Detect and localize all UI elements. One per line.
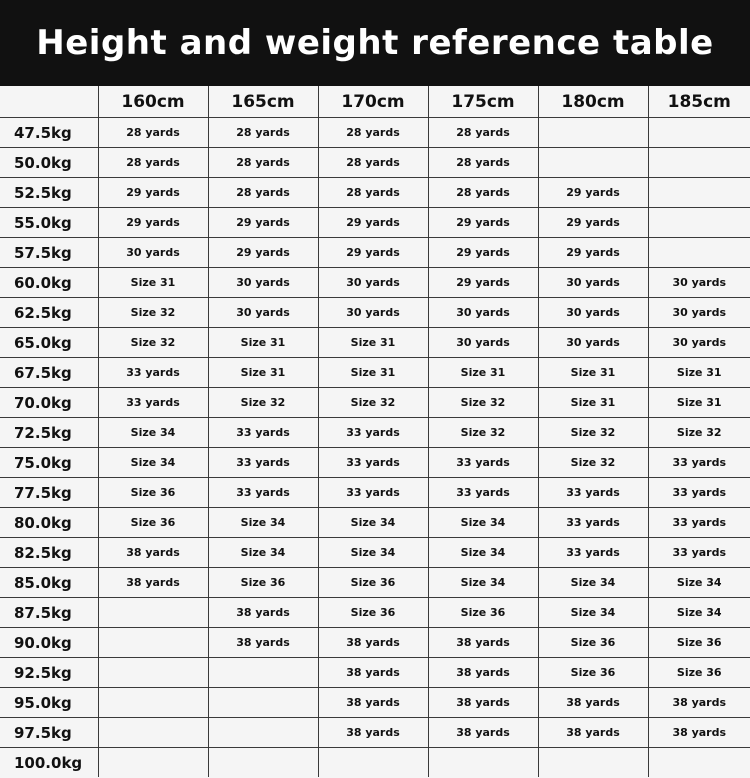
size-cell: 28 yards	[208, 178, 318, 208]
size-cell	[648, 178, 750, 208]
size-cell: Size 36	[98, 478, 208, 508]
table-row	[0, 328, 750, 358]
size-cell: 29 yards	[538, 238, 648, 268]
size-cell	[208, 688, 318, 718]
size-cell: 29 yards	[98, 208, 208, 238]
size-cell: 33 yards	[318, 478, 428, 508]
size-cell: 38 yards	[538, 688, 648, 718]
table-row	[0, 208, 750, 238]
size-cell: 33 yards	[428, 478, 538, 508]
size-cell: 29 yards	[538, 178, 648, 208]
size-cell: 28 yards	[318, 178, 428, 208]
height-header: 160cm	[98, 86, 208, 118]
size-cell: Size 34	[318, 538, 428, 568]
table-row	[0, 598, 750, 628]
size-cell: 38 yards	[428, 658, 538, 688]
size-cell: Size 34	[428, 508, 538, 538]
table-row	[0, 718, 750, 748]
size-cell: 30 yards	[318, 298, 428, 328]
size-cell: Size 36	[538, 628, 648, 658]
weight-cell: 60.0kg	[0, 268, 98, 298]
size-cell: 30 yards	[428, 328, 538, 358]
height-header: 170cm	[318, 86, 428, 118]
size-cell: 33 yards	[648, 508, 750, 538]
size-cell: 33 yards	[648, 478, 750, 508]
size-cell: Size 31	[208, 328, 318, 358]
weight-cell: 62.5kg	[0, 298, 98, 328]
size-cell: 30 yards	[318, 268, 428, 298]
size-cell: 29 yards	[428, 238, 538, 268]
size-cell: 30 yards	[428, 298, 538, 328]
size-cell: Size 34	[648, 598, 750, 628]
size-cell	[428, 748, 538, 778]
weight-cell: 92.5kg	[0, 658, 98, 688]
weight-cell: 52.5kg	[0, 178, 98, 208]
table-row	[0, 448, 750, 478]
size-cell	[98, 628, 208, 658]
weight-cell: 80.0kg	[0, 508, 98, 538]
size-cell: 29 yards	[428, 268, 538, 298]
size-cell: 33 yards	[538, 478, 648, 508]
size-cell: 38 yards	[318, 628, 428, 658]
size-cell: Size 31	[208, 358, 318, 388]
size-cell	[98, 748, 208, 778]
size-cell: 33 yards	[648, 538, 750, 568]
weight-cell: 67.5kg	[0, 358, 98, 388]
size-cell: 30 yards	[538, 328, 648, 358]
table-row	[0, 148, 750, 178]
height-header: 185cm	[648, 86, 750, 118]
size-cell	[538, 148, 648, 178]
table-row	[0, 418, 750, 448]
table-row	[0, 748, 750, 778]
weight-cell: 65.0kg	[0, 328, 98, 358]
size-cell: Size 34	[98, 448, 208, 478]
size-cell: 30 yards	[208, 268, 318, 298]
header-row	[0, 86, 750, 118]
weight-cell: 90.0kg	[0, 628, 98, 658]
weight-cell: 82.5kg	[0, 538, 98, 568]
size-cell: 30 yards	[538, 268, 648, 298]
size-cell: Size 34	[98, 418, 208, 448]
weight-cell: 47.5kg	[0, 118, 98, 148]
size-cell: Size 31	[648, 388, 750, 418]
size-cell: 33 yards	[98, 358, 208, 388]
size-cell: 28 yards	[428, 178, 538, 208]
weight-cell: 97.5kg	[0, 718, 98, 748]
size-cell: Size 36	[98, 508, 208, 538]
size-cell: 38 yards	[208, 598, 318, 628]
size-cell: Size 34	[318, 508, 428, 538]
corner-cell	[0, 86, 98, 118]
size-cell: Size 34	[208, 538, 318, 568]
weight-cell: 95.0kg	[0, 688, 98, 718]
table-row	[0, 628, 750, 658]
size-cell	[648, 238, 750, 268]
size-cell: 29 yards	[318, 238, 428, 268]
size-cell	[208, 658, 318, 688]
size-cell: Size 32	[98, 328, 208, 358]
size-cell: Size 34	[428, 538, 538, 568]
size-cell: Size 34	[538, 598, 648, 628]
weight-cell: 70.0kg	[0, 388, 98, 418]
size-cell: 30 yards	[98, 238, 208, 268]
size-cell: 29 yards	[318, 208, 428, 238]
table-row	[0, 658, 750, 688]
size-cell: 33 yards	[428, 448, 538, 478]
size-cell: Size 32	[538, 418, 648, 448]
size-cell: 38 yards	[208, 628, 318, 658]
size-cell	[98, 718, 208, 748]
size-cell: 28 yards	[208, 118, 318, 148]
size-cell: 28 yards	[98, 148, 208, 178]
size-cell	[538, 748, 648, 778]
size-cell: Size 31	[648, 358, 750, 388]
table-row	[0, 118, 750, 148]
size-cell: Size 32	[428, 418, 538, 448]
title-banner	[0, 0, 750, 86]
table-row	[0, 508, 750, 538]
size-cell: 33 yards	[318, 448, 428, 478]
weight-cell: 100.0kg	[0, 748, 98, 778]
size-cell: 29 yards	[428, 208, 538, 238]
height-header: 175cm	[428, 86, 538, 118]
size-table	[0, 86, 750, 777]
size-cell: Size 31	[318, 328, 428, 358]
size-cell: 30 yards	[648, 298, 750, 328]
size-cell: Size 36	[208, 568, 318, 598]
size-cell: Size 36	[318, 568, 428, 598]
size-cell: 33 yards	[538, 538, 648, 568]
size-cell: Size 34	[538, 568, 648, 598]
table-row	[0, 478, 750, 508]
size-cell: Size 31	[538, 388, 648, 418]
size-cell	[208, 718, 318, 748]
size-cell	[318, 748, 428, 778]
size-cell: Size 32	[428, 388, 538, 418]
size-cell: 38 yards	[428, 688, 538, 718]
size-cell	[648, 148, 750, 178]
size-cell: 30 yards	[208, 298, 318, 328]
size-cell: 33 yards	[208, 448, 318, 478]
weight-cell: 85.0kg	[0, 568, 98, 598]
size-cell: Size 31	[538, 358, 648, 388]
size-cell: Size 36	[648, 658, 750, 688]
size-cell: Size 34	[208, 508, 318, 538]
size-cell: Size 32	[538, 448, 648, 478]
size-cell: 33 yards	[648, 448, 750, 478]
size-cell: 38 yards	[648, 688, 750, 718]
table-row	[0, 538, 750, 568]
size-cell	[98, 598, 208, 628]
size-cell: 33 yards	[98, 388, 208, 418]
size-cell: 33 yards	[208, 478, 318, 508]
size-cell	[648, 118, 750, 148]
size-cell: 30 yards	[648, 268, 750, 298]
size-cell: 28 yards	[318, 148, 428, 178]
table-row	[0, 568, 750, 598]
size-cell: 28 yards	[428, 148, 538, 178]
table-row	[0, 388, 750, 418]
size-cell: Size 32	[318, 388, 428, 418]
size-cell: Size 32	[208, 388, 318, 418]
weight-cell: 55.0kg	[0, 208, 98, 238]
size-cell: Size 32	[648, 418, 750, 448]
table-row	[0, 268, 750, 298]
size-cell	[98, 688, 208, 718]
size-cell: Size 31	[318, 358, 428, 388]
size-cell: 28 yards	[318, 118, 428, 148]
size-cell: 28 yards	[428, 118, 538, 148]
size-cell: 28 yards	[208, 148, 318, 178]
size-cell: 38 yards	[318, 718, 428, 748]
size-cell: Size 34	[428, 568, 538, 598]
size-cell: 29 yards	[98, 178, 208, 208]
size-cell: 33 yards	[318, 418, 428, 448]
height-header: 165cm	[208, 86, 318, 118]
size-cell: Size 36	[318, 598, 428, 628]
size-cell: 38 yards	[428, 718, 538, 748]
table-row	[0, 358, 750, 388]
size-cell: 38 yards	[538, 718, 648, 748]
size-cell: Size 31	[428, 358, 538, 388]
table-row	[0, 298, 750, 328]
page-title: Height and weight reference table	[36, 23, 714, 63]
size-cell	[98, 658, 208, 688]
size-cell: 30 yards	[538, 298, 648, 328]
table-row	[0, 688, 750, 718]
weight-cell: 75.0kg	[0, 448, 98, 478]
size-cell: 29 yards	[538, 208, 648, 238]
weight-cell: 72.5kg	[0, 418, 98, 448]
size-cell: 30 yards	[648, 328, 750, 358]
size-cell: Size 31	[98, 268, 208, 298]
size-cell	[648, 208, 750, 238]
weight-cell: 57.5kg	[0, 238, 98, 268]
size-cell: Size 34	[648, 568, 750, 598]
size-cell: Size 36	[538, 658, 648, 688]
size-cell: 28 yards	[98, 118, 208, 148]
weight-cell: 87.5kg	[0, 598, 98, 628]
table-row	[0, 178, 750, 208]
size-cell: 29 yards	[208, 208, 318, 238]
size-cell: 38 yards	[98, 538, 208, 568]
size-cell: 38 yards	[98, 568, 208, 598]
size-cell	[538, 118, 648, 148]
size-cell	[648, 748, 750, 778]
size-cell: 29 yards	[208, 238, 318, 268]
height-header: 180cm	[538, 86, 648, 118]
size-cell: 33 yards	[208, 418, 318, 448]
weight-cell: 77.5kg	[0, 478, 98, 508]
size-cell: Size 32	[98, 298, 208, 328]
size-table-container	[0, 86, 750, 778]
size-cell: 38 yards	[648, 718, 750, 748]
table-row	[0, 238, 750, 268]
size-cell: Size 36	[648, 628, 750, 658]
size-cell: 38 yards	[428, 628, 538, 658]
size-cell: Size 36	[428, 598, 538, 628]
size-cell: 38 yards	[318, 688, 428, 718]
size-cell: 38 yards	[318, 658, 428, 688]
weight-cell: 50.0kg	[0, 148, 98, 178]
size-cell: 33 yards	[538, 508, 648, 538]
size-cell	[208, 748, 318, 778]
